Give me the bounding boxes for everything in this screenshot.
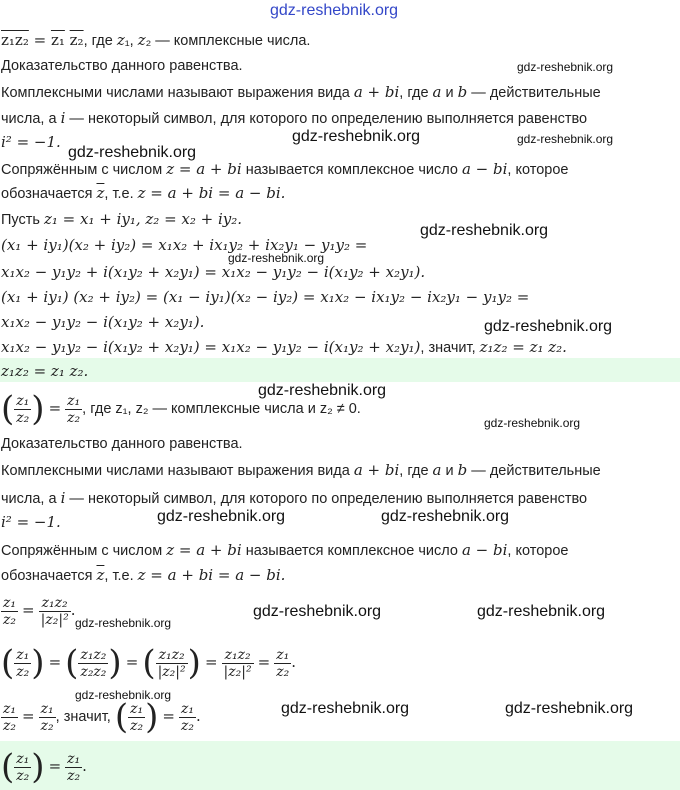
text: и	[441, 463, 458, 479]
paren: )	[187, 643, 201, 684]
math: x₁x₂ − y₁y₂ − i(x₁y₂ + x₂y₁) = x₁x₂ − y₁y₂ − i(x₁y₂ + x₂y₁)	[1, 338, 421, 356]
p1-product-line2	[1, 262, 425, 283]
math: i² = −1.	[1, 513, 61, 531]
math: =	[257, 653, 271, 671]
fraction: $\frac{\text{z₁}}{\text{z₂}}$	[16, 750, 30, 784]
paren: (	[142, 643, 156, 684]
text: , т.е.	[104, 568, 138, 584]
math: b	[457, 461, 468, 479]
math: a	[432, 83, 442, 101]
fraction: $\frac{\text{z₁}}{\text{z₂}}$	[40, 700, 54, 734]
text: , которое	[507, 543, 569, 559]
math: =	[48, 399, 62, 417]
math: x₁x₂ − y₁y₂ − i(x₁y₂ + x₂y₁).	[1, 313, 205, 331]
math: .	[82, 757, 87, 775]
math: =	[48, 653, 62, 671]
watermark-top[interactable]: gdz-reshebnik.org	[270, 2, 399, 19]
p2-conjugate-line1	[1, 540, 568, 561]
math: i	[60, 109, 66, 127]
fraction: $\frac{\text{z₁z₂}}{\text{|z₂|²}}$	[40, 594, 69, 628]
text: , которое	[507, 162, 569, 178]
math: (x₁ + iy₁)(x₂ + iy₂) = x₁x₂ + ix₁y₂ + ix₂y₁ − y₁y₂ =	[1, 236, 368, 254]
text: Сопряжённым с числом	[1, 543, 167, 559]
watermark: gdz-reshebnik.org	[484, 318, 613, 335]
math: a	[432, 461, 442, 479]
p1-definition-line2	[1, 108, 587, 129]
text: — некоторый символ, для которого по определению выполняется равенство	[65, 111, 588, 127]
math: z = a + bi	[166, 160, 242, 178]
math: =	[48, 757, 62, 775]
paren: )	[31, 389, 45, 430]
math: a + bi	[353, 83, 400, 101]
text: обозначается	[1, 568, 97, 584]
watermark: gdz-reshebnik.org	[477, 603, 606, 620]
math: =	[22, 707, 35, 725]
p1-definition-line1	[1, 82, 601, 103]
fraction: $\frac{\text{z₁}}{\text{z₂}}$	[67, 392, 81, 426]
paren: (	[1, 389, 15, 430]
watermark: gdz-reshebnik.org	[258, 382, 387, 399]
text: , значит,	[420, 340, 480, 356]
math: i² = −1.	[1, 133, 61, 151]
fraction: $\frac{\text{z₁z₂}}{\text{z₂z₂}}$	[80, 646, 107, 680]
watermark: gdz-reshebnik.org	[157, 508, 286, 525]
p1-conjugate-line1	[1, 159, 568, 180]
math: .	[291, 653, 297, 671]
watermark: gdz-reshebnik.org	[505, 700, 634, 717]
text: называется комплексное число	[241, 543, 462, 559]
p1-statement-text: , где z₁, z₂ — комплексные числа.	[83, 31, 311, 49]
p2-definition-line2	[1, 488, 587, 509]
p2-chain-line	[1, 636, 296, 688]
math: z = a + bi = a − bi.	[137, 566, 286, 584]
watermark: gdz-reshebnik.org	[253, 603, 382, 620]
math: =	[22, 601, 35, 619]
text: — некоторый символ, для которого по определению выполняется равенство	[65, 491, 588, 507]
math: z = a + bi = a − bi.	[137, 184, 286, 202]
text: , где	[399, 85, 433, 101]
math: a − bi	[461, 160, 508, 178]
text: , где z₁, z₂ — комплексные числа и z₂ ≠ 0.	[82, 401, 361, 417]
watermark: gdz-reshebnik.org	[517, 60, 614, 74]
watermark: gdz-reshebnik.org	[75, 616, 172, 630]
text: — действительные	[467, 85, 601, 101]
math: z₁ = x₁ + iy₁, z₂ = x₂ + iy₂.	[43, 210, 243, 228]
math: z = a + bi	[166, 541, 242, 559]
math: b	[457, 83, 468, 101]
fraction: $\frac{\text{z₁}}{\text{z₂}}$	[3, 594, 16, 628]
watermark: gdz-reshebnik.org	[420, 222, 549, 239]
p1-product-line3	[1, 287, 529, 308]
math: z₁z₂ = z₁ z₂.	[1, 362, 89, 380]
math: =	[125, 653, 139, 671]
math: i	[60, 489, 66, 507]
math: a − bi	[461, 541, 508, 559]
text: числа, а	[1, 111, 61, 127]
math: $\overline{z}$	[96, 184, 105, 202]
fraction: $\frac{\text{z₁}}{\text{z₂}}$	[16, 646, 30, 680]
text: обозначается	[1, 186, 97, 202]
p2-quotient-line	[1, 588, 75, 632]
watermark: gdz-reshebnik.org	[381, 508, 510, 525]
text: Комплексными числами называют выражения вида	[1, 85, 354, 101]
watermark: gdz-reshebnik.org	[68, 144, 197, 161]
paren: (	[65, 643, 79, 684]
math: =	[204, 653, 218, 671]
paren: (	[1, 643, 15, 684]
p1-definition-line3	[1, 132, 61, 153]
watermark: gdz-reshebnik.org	[517, 132, 614, 146]
p2-therefore-line	[1, 692, 201, 740]
paren: (	[1, 747, 15, 788]
fraction: $\frac{\text{z₁z₂}}{\text{|z₂|²}}$	[157, 646, 186, 680]
p1-proof-heading: Доказательство данного равенства.	[1, 58, 243, 74]
p2-result-highlight	[0, 741, 680, 790]
watermark: gdz-reshebnik.org	[228, 251, 325, 265]
p2-result	[1, 743, 87, 789]
p2-proof-heading: Доказательство данного равенства.	[1, 436, 243, 452]
p2-line-statement	[1, 384, 361, 432]
watermark: gdz-reshebnik.org	[281, 700, 410, 717]
math: $\overline{z}$	[96, 566, 105, 584]
text: числа, а	[1, 491, 61, 507]
fraction: $\frac{\text{z₁}}{\text{z₂}}$	[276, 646, 290, 680]
fraction: $\frac{\text{z₁}}{\text{z₂}}$	[130, 700, 144, 734]
fraction: $\frac{\text{z₁}}{\text{z₂}}$	[3, 700, 16, 734]
math: a + bi	[353, 461, 400, 479]
fraction: $\frac{\text{z₁}}{\text{z₂}}$	[16, 392, 30, 426]
math: x₁x₂ − y₁y₂ + i(x₁y₂ + x₂y₁) = x₁x₂ − y₁y₂ − i(x₁y₂ + x₂y₁).	[1, 263, 426, 281]
p2-definition-line1	[1, 460, 601, 481]
p1-statement-math: z₁z₂ = z₁ z₂	[1, 31, 84, 49]
p1-result	[1, 361, 88, 382]
math: (x₁ + iy₁) (x₂ + iy₂) = (x₁ − iy₁)(x₂ − iy₂) = x₁x₂ − ix₁y₂ − ix₂y₁ − y₁y₂ =	[1, 288, 530, 306]
text: , где	[399, 463, 433, 479]
p2-conjugate-line2	[1, 565, 285, 586]
p1-result-highlight	[0, 358, 680, 382]
text: Сопряжённым с числом	[1, 162, 167, 178]
p2-definition-line3	[1, 512, 61, 533]
watermark: gdz-reshebnik.org	[484, 416, 581, 430]
watermark: gdz-reshebnik.org	[292, 128, 421, 145]
paren: (	[114, 697, 129, 738]
paren: )	[108, 643, 122, 684]
p1-let-line	[1, 209, 242, 230]
text: Пусть	[1, 212, 44, 228]
text: Комплексными числами называют выражения вида	[1, 463, 354, 479]
math: .	[196, 707, 201, 725]
math: z₁z₂ = z₁ z₂.	[479, 338, 567, 356]
paren: )	[145, 697, 159, 738]
math: =	[162, 707, 175, 725]
fraction: $\frac{\text{z₁}}{\text{z₂}}$	[67, 750, 81, 784]
paren: )	[31, 747, 45, 788]
p1-product-line4	[1, 312, 204, 333]
text: и	[441, 85, 458, 101]
p1-line-statement	[1, 30, 310, 51]
text: называется комплексное число	[241, 162, 462, 178]
fraction: $\frac{\text{z₁z₂}}{\text{|z₂|²}}$	[223, 646, 252, 680]
math: .	[70, 601, 76, 619]
p1-compare-line	[1, 337, 567, 358]
p1-conjugate-line2	[1, 183, 285, 204]
watermark: gdz-reshebnik.org	[75, 688, 172, 702]
text: , значит,	[55, 709, 111, 725]
paren: )	[31, 643, 45, 684]
text: — действительные	[467, 463, 601, 479]
text: , т.е.	[104, 186, 138, 202]
fraction: $\frac{\text{z₁}}{\text{z₂}}$	[181, 700, 195, 734]
